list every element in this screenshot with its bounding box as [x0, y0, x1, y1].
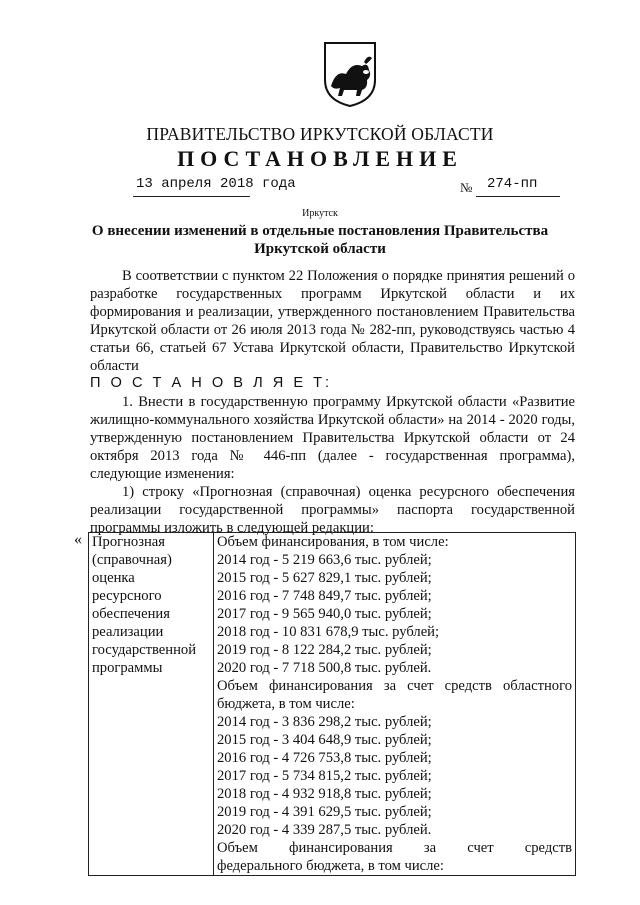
- label-line: оценка: [92, 570, 135, 586]
- content-line: федерального бюджета, в том числе:: [217, 858, 444, 874]
- table-row: [89, 533, 576, 876]
- content-line: 2015 год - 5 627 829,1 тыс. рублей;: [217, 570, 432, 586]
- resolves-heading: П О С Т А Н О В Л Я Е Т:: [90, 375, 333, 391]
- coat-of-arms-icon: [322, 40, 378, 108]
- row-label-cell: [89, 533, 214, 876]
- item-1-text: 1. Внести в государственную программу Иркутской области «Развитие жилищно-коммунального хозяйства Иркутской области» на 2014 - 2020 годы, утвержденную постановлением Правительства Иркутской области от 24 октября 2013 года № 446-пп (далее - государственная программа), следующие изменения:: [90, 394, 575, 482]
- subitem-1-text: 1) строку «Прогнозная (справочная) оценка ресурсного обеспечения реализации государственной программы» паспорта государственной программы изложить в следующей редакции:: [90, 484, 575, 536]
- item-1-paragraph: [90, 393, 575, 483]
- number-sign: №: [460, 180, 473, 195]
- content-line: бюджета, в том числе:: [217, 696, 355, 712]
- label-line: (справочная): [92, 552, 172, 568]
- label-line: Прогнозная: [92, 534, 165, 550]
- label-line: программы: [92, 660, 163, 676]
- city-name: Иркутск: [302, 208, 338, 219]
- row-content-cell: [214, 533, 576, 876]
- financing-table: [88, 532, 576, 876]
- label-line: обеспечения: [92, 606, 170, 622]
- content-line: 2018 год - 4 932 918,8 тыс. рублей;: [217, 786, 432, 802]
- content-line: Объем финансирования за счет средств: [217, 840, 572, 856]
- content-line: 2018 год - 10 831 678,9 тыс. рублей;: [217, 624, 440, 640]
- content-line: Объем финансирования, в том числе:: [217, 534, 449, 550]
- label-line: государственной: [92, 642, 197, 658]
- content-line: 2020 год - 7 718 500,8 тыс. рублей.: [217, 660, 432, 676]
- preamble-text: В соответствии с пунктом 22 Положения о порядке принятия решений о разработке государственных программ Иркутской области и их формирования и реализации, утвержденного постановлением Правительства Иркутской области от 26 июля 2013 года № 282-пп, руководствуясь частью 4 статьи 66, статьей 67 Устава Иркутской области, Правительство Иркутской области: [90, 268, 575, 374]
- preamble-paragraph: [90, 267, 575, 375]
- content-line: 2014 год - 3 836 298,2 тыс. рублей;: [217, 714, 432, 730]
- content-line: 2015 год - 3 404 648,9 тыс. рублей;: [217, 732, 432, 748]
- label-line: реализации: [92, 624, 164, 640]
- decree-date: 13 апреля 2018 года: [136, 176, 296, 192]
- document-type: ПОСТАНОВЛЕНИЕ: [177, 146, 463, 171]
- content-line: Объем финансирования за счет средств областного: [217, 678, 572, 694]
- content-line: 2017 год - 5 734 815,2 тыс. рублей;: [217, 768, 432, 784]
- government-name: ПРАВИТЕЛЬСТВО ИРКУТСКОЙ ОБЛАСТИ: [146, 124, 494, 144]
- content-line: 2019 год - 8 122 284,2 тыс. рублей;: [217, 642, 432, 658]
- label-line: ресурсного: [92, 588, 162, 604]
- content-line: 2019 год - 4 391 629,5 тыс. рублей;: [217, 804, 432, 820]
- number-underline: [476, 196, 560, 197]
- document-title: О внесении изменений в отдельные постановления Правительства Иркутской области: [91, 223, 549, 257]
- subitem-1-paragraph: [90, 483, 575, 537]
- date-underline: [133, 196, 250, 197]
- content-line: 2020 год - 4 339 287,5 тыс. рублей.: [217, 822, 432, 838]
- opening-quote: «: [74, 531, 82, 548]
- content-line: 2014 год - 5 219 663,6 тыс. рублей;: [217, 552, 432, 568]
- content-line: 2016 год - 7 748 849,7 тыс. рублей;: [217, 588, 432, 604]
- content-line: 2017 год - 9 565 940,0 тыс. рублей;: [217, 606, 432, 622]
- content-line: 2016 год - 4 726 753,8 тыс. рублей;: [217, 750, 432, 766]
- decree-number: 274-пп: [487, 176, 538, 192]
